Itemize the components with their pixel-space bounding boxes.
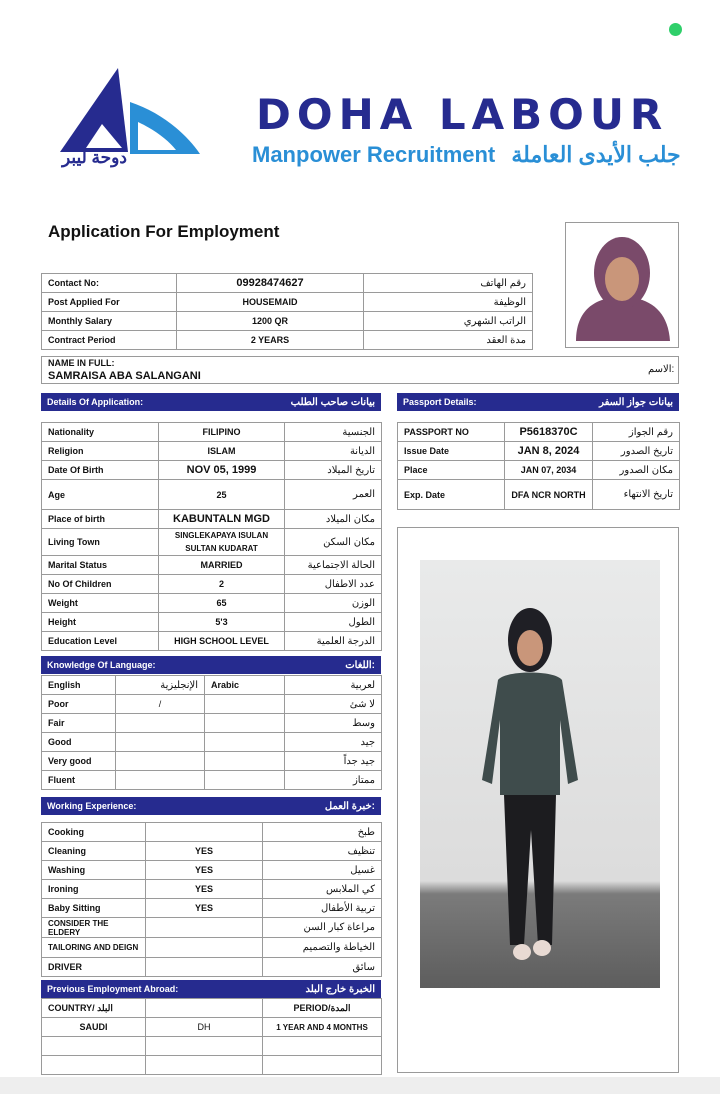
post-ar: الوظيفة <box>364 293 533 312</box>
detail-value: NOV 05, 1999 <box>159 461 285 480</box>
detail-ar: الحالة الاجتماعية <box>285 556 382 575</box>
table-row <box>42 958 382 977</box>
passport-label: Exp. Date <box>398 480 505 510</box>
table-row <box>42 632 382 651</box>
detail-value: 2 <box>159 575 285 594</box>
table-row <box>42 556 382 575</box>
passport-value: DFA NCR NORTH <box>505 480 593 510</box>
detail-ar: العمر <box>285 480 382 510</box>
detail-label: Nationality <box>42 423 159 442</box>
passport-header <box>397 393 679 411</box>
experience-table <box>41 822 382 977</box>
level-ar: جيد جداً <box>285 752 382 771</box>
city-value: DH <box>146 1018 263 1037</box>
table-row <box>42 899 382 918</box>
city-value <box>146 1037 263 1056</box>
abroad-table <box>41 998 382 1075</box>
passport-ar: رقم الجواز <box>593 423 680 442</box>
table-row <box>42 480 382 510</box>
abroad-header <box>41 980 381 998</box>
passport-ar: تاريخ الصدور <box>593 442 680 461</box>
period-value: 1 YEAR AND 4 MONTHS <box>263 1018 382 1037</box>
arabic-mark <box>205 714 285 733</box>
language-header-ar: اللغات: <box>345 659 375 671</box>
table-row <box>42 823 382 842</box>
detail-label: Education Level <box>42 632 159 651</box>
detail-label: Weight <box>42 594 159 613</box>
name-value: SAMRAISA ABA SALANGANI <box>48 370 201 382</box>
level-label: Poor <box>42 695 116 714</box>
skill-label: DRIVER <box>42 958 146 977</box>
level-label: Good <box>42 733 116 752</box>
skill-ar: تربية الأطفال <box>263 899 382 918</box>
salary-ar: الراتب الشهري <box>364 312 533 331</box>
detail-label: Marital Status <box>42 556 159 575</box>
detail-value: FILIPINO <box>159 423 285 442</box>
skill-ar: سائق <box>263 958 382 977</box>
table-row <box>42 613 382 632</box>
table-row <box>42 575 382 594</box>
table-row <box>42 1018 382 1037</box>
detail-ar: مكان السكن <box>285 529 382 556</box>
table-row <box>42 771 382 790</box>
details-header <box>41 393 381 411</box>
level-label: Fluent <box>42 771 116 790</box>
details-header-ar: بيانات صاحب الطلب <box>290 396 375 408</box>
experience-header <box>41 797 381 815</box>
skill-value <box>146 823 263 842</box>
skill-label: CONSIDER THE ELDERY <box>42 918 146 938</box>
skill-label: Cooking <box>42 823 146 842</box>
name-label: NAME IN FULL: <box>48 358 115 368</box>
detail-ar: الجنسية <box>285 423 382 442</box>
arabic-mark <box>205 695 285 714</box>
salary-value: 1200 QR <box>177 312 364 331</box>
level-ar: جيد <box>285 733 382 752</box>
table-row <box>42 594 382 613</box>
post-value: HOUSEMAID <box>177 293 364 312</box>
table-row <box>398 461 680 480</box>
skill-label: Cleaning <box>42 842 146 861</box>
detail-value: 5'3 <box>159 613 285 632</box>
contract-value: 2 YEARS <box>177 331 364 350</box>
level-label: Very good <box>42 752 116 771</box>
table-row <box>42 695 382 714</box>
form-title: Application For Employment <box>48 222 280 241</box>
table-row <box>42 442 382 461</box>
skill-label: Ironing <box>42 880 146 899</box>
tagline-en: Manpower Recruitment <box>252 142 496 167</box>
arabic-mark <box>205 752 285 771</box>
city-value <box>146 1056 263 1075</box>
passport-value: JAN 8, 2024 <box>505 442 593 461</box>
detail-value: ISLAM <box>159 442 285 461</box>
level-ar: ممتاز <box>285 771 382 790</box>
passport-table <box>397 422 680 510</box>
english-label: English <box>42 676 116 695</box>
salary-label: Monthly Salary <box>42 312 177 331</box>
table-row <box>42 842 382 861</box>
detail-value: HIGH SCHOOL LEVEL <box>159 632 285 651</box>
table-row <box>42 880 382 899</box>
skill-ar: غسيل <box>263 861 382 880</box>
headshot-photo <box>565 222 679 348</box>
skill-ar: مراعاة كبار السن <box>263 918 382 938</box>
table-row <box>42 918 382 938</box>
passport-label: Issue Date <box>398 442 505 461</box>
skill-label: TAILORING AND DEIGN <box>42 938 146 958</box>
passport-value: JAN 07, 2034 <box>505 461 593 480</box>
period-value <box>263 1037 382 1056</box>
skill-ar: طبخ <box>263 823 382 842</box>
table-row <box>42 293 533 312</box>
skill-label: Washing <box>42 861 146 880</box>
tagline-ar: جلب الأيدى العاملة <box>511 142 681 167</box>
english-mark <box>116 733 205 752</box>
table-row <box>42 752 382 771</box>
company-name: DOHA LABOUR <box>256 90 669 139</box>
country-value <box>42 1037 146 1056</box>
level-label: Fair <box>42 714 116 733</box>
bottom-strip <box>0 1077 720 1094</box>
table-row <box>42 529 382 556</box>
period-value <box>263 1056 382 1075</box>
name-label-ar: الاسم: <box>648 364 675 375</box>
skill-value <box>146 938 263 958</box>
passport-label: PASSPORT NO <box>398 423 505 442</box>
detail-label: Place of birth <box>42 510 159 529</box>
period-label: PERIOD/المدة <box>263 999 382 1018</box>
detail-value: 25 <box>159 480 285 510</box>
full-body-photo <box>420 560 660 988</box>
detail-ar: عدد الاطفال <box>285 575 382 594</box>
arabic-label: Arabic <box>205 676 285 695</box>
table-row <box>42 999 382 1018</box>
table-row <box>42 461 382 480</box>
detail-label: Age <box>42 480 159 510</box>
level-ar: لا شئ <box>285 695 382 714</box>
skill-ar: كي الملابس <box>263 880 382 899</box>
detail-label: Living Town <box>42 529 159 556</box>
skill-value: YES <box>146 899 263 918</box>
table-row <box>42 423 382 442</box>
table-row <box>42 714 382 733</box>
passport-header-en: Passport Details: <box>403 397 477 407</box>
abroad-header-en: Previous Employment Abroad: <box>47 984 179 994</box>
table-row <box>398 480 680 510</box>
table-row <box>42 274 533 293</box>
country-label: COUNTRY/ البلد <box>42 999 146 1018</box>
english-mark <box>116 771 205 790</box>
post-label: Post Applied For <box>42 293 177 312</box>
experience-header-ar: خبرة العمل: <box>324 800 375 812</box>
arabic-mark <box>205 771 285 790</box>
table-row <box>42 938 382 958</box>
english-mark <box>116 714 205 733</box>
passport-value: P5618370C <box>505 423 593 442</box>
skill-label: Baby Sitting <box>42 899 146 918</box>
english-mark <box>116 752 205 771</box>
detail-value: SINGLEKAPAYA ISULAN SULTAN KUDARAT <box>159 529 285 556</box>
experience-header-en: Working Experience: <box>47 801 137 811</box>
detail-label: No Of Children <box>42 575 159 594</box>
table-row <box>42 312 533 331</box>
detail-label: Religion <box>42 442 159 461</box>
detail-value: 65 <box>159 594 285 613</box>
contact-ar: رقم الهاتف <box>364 274 533 293</box>
table-row <box>42 510 382 529</box>
table-row <box>398 423 680 442</box>
detail-value: MARRIED <box>159 556 285 575</box>
detail-ar: الوزن <box>285 594 382 613</box>
level-ar: وسط <box>285 714 382 733</box>
detail-ar: الديانة <box>285 442 382 461</box>
table-row <box>42 331 533 350</box>
table-row <box>42 861 382 880</box>
language-header <box>41 656 381 674</box>
arabic-mark <box>205 733 285 752</box>
language-table <box>41 675 382 790</box>
contact-table <box>41 273 533 350</box>
abroad-header-ar: الخبرة خارج البلد <box>305 983 375 995</box>
table-row <box>398 442 680 461</box>
logo-arabic-text: دوحة ليبر <box>62 148 127 167</box>
detail-ar: الطول <box>285 613 382 632</box>
arabic-label-ar: لعربية <box>285 676 382 695</box>
contact-value: 09928474627 <box>177 274 364 293</box>
passport-label: Place <box>398 461 505 480</box>
skill-value: YES <box>146 861 263 880</box>
skill-value: YES <box>146 880 263 899</box>
table-row <box>42 733 382 752</box>
company-tagline <box>252 142 681 168</box>
table-row <box>42 1037 382 1056</box>
details-header-en: Details Of Application: <box>47 397 144 407</box>
skill-ar: الخياطة والتصميم <box>263 938 382 958</box>
table-row <box>42 1056 382 1075</box>
country-value: SAUDI <box>42 1018 146 1037</box>
contract-ar: مدة العقد <box>364 331 533 350</box>
table-row <box>42 676 382 695</box>
country-value <box>42 1056 146 1075</box>
passport-ar: مكان الصدور <box>593 461 680 480</box>
skill-value <box>146 958 263 977</box>
details-table <box>41 422 382 651</box>
status-dot <box>669 23 682 36</box>
passport-header-ar: بيانات جواز السفر <box>599 396 673 408</box>
passport-ar: تاريخ الانتهاء <box>593 480 680 510</box>
english-label-ar: الإنجليزية <box>116 676 205 695</box>
skill-value <box>146 918 263 938</box>
contract-label: Contract Period <box>42 331 177 350</box>
detail-value: KABUNTALN MGD <box>159 510 285 529</box>
detail-ar: الدرجة العلمية <box>285 632 382 651</box>
detail-label: Date Of Birth <box>42 461 159 480</box>
skill-value: YES <box>146 842 263 861</box>
skill-ar: تنظيف <box>263 842 382 861</box>
detail-ar: تاريخ الميلاد <box>285 461 382 480</box>
language-header-en: Knowledge Of Language: <box>47 660 156 670</box>
english-mark: / <box>116 695 205 714</box>
detail-ar: مكان الميلاد <box>285 510 382 529</box>
detail-label: Height <box>42 613 159 632</box>
contact-label: Contact No: <box>42 274 177 293</box>
